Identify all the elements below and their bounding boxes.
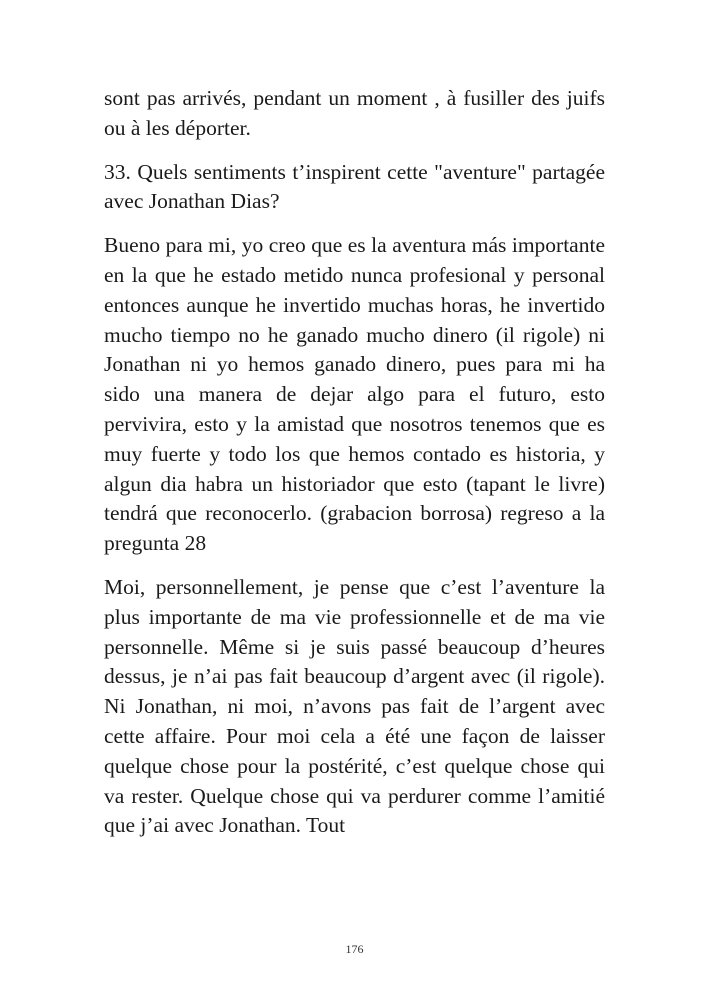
page-number: 176 (345, 942, 364, 956)
paragraph-continuation: sont pas arrivés, pendant un moment , à fusiller des juifs ou à les déporter. (104, 86, 605, 140)
answer-french-translation: Moi, personnellement, je pense que c’est l’aventure la plus importante de ma vie professionnelle et de ma vie personnelle. Même si je suis passé beaucoup d’heures dessus, je n’ai pas fait beaucoup d’argent avec (il rigole). Ni Jonathan, ni moi, n’avons pas fait de l’argent avec cette affaire. Pour moi cela a été une façon de laisser quelque chose pour la postérité, c’est quelque chose qui va rester. Quelque chose qui va perdurer comme l’amitié que j’ai avec Jonathan. Tout (104, 574, 605, 838)
page-body (104, 84, 605, 841)
question-33: 33. Quels sentiments t’inspirent cette "aventure" partagée avec Jonathan Dias? (104, 159, 605, 214)
answer-spanish: Bueno para mi, yo creo que es la aventura más importante en la que he estado metido nunca profesional y personal entonces aunque he invertido muchas horas, he invertido mucho tiempo no he ganado mucho dinero (il rigole) ni Jonathan ni yo hemos ganado dinero, pues para mi ha sido una manera de dejar algo para el futuro, esto pervivira, esto y la amistad que nosotros tenemos que es muy fuerte y todo los que hemos contado es historia, y algun dia habra un historiador que esto (tapant le livre) tendrá que reconocerlo. (grabacion borrosa) regreso a la pregunta 28 (104, 233, 605, 556)
